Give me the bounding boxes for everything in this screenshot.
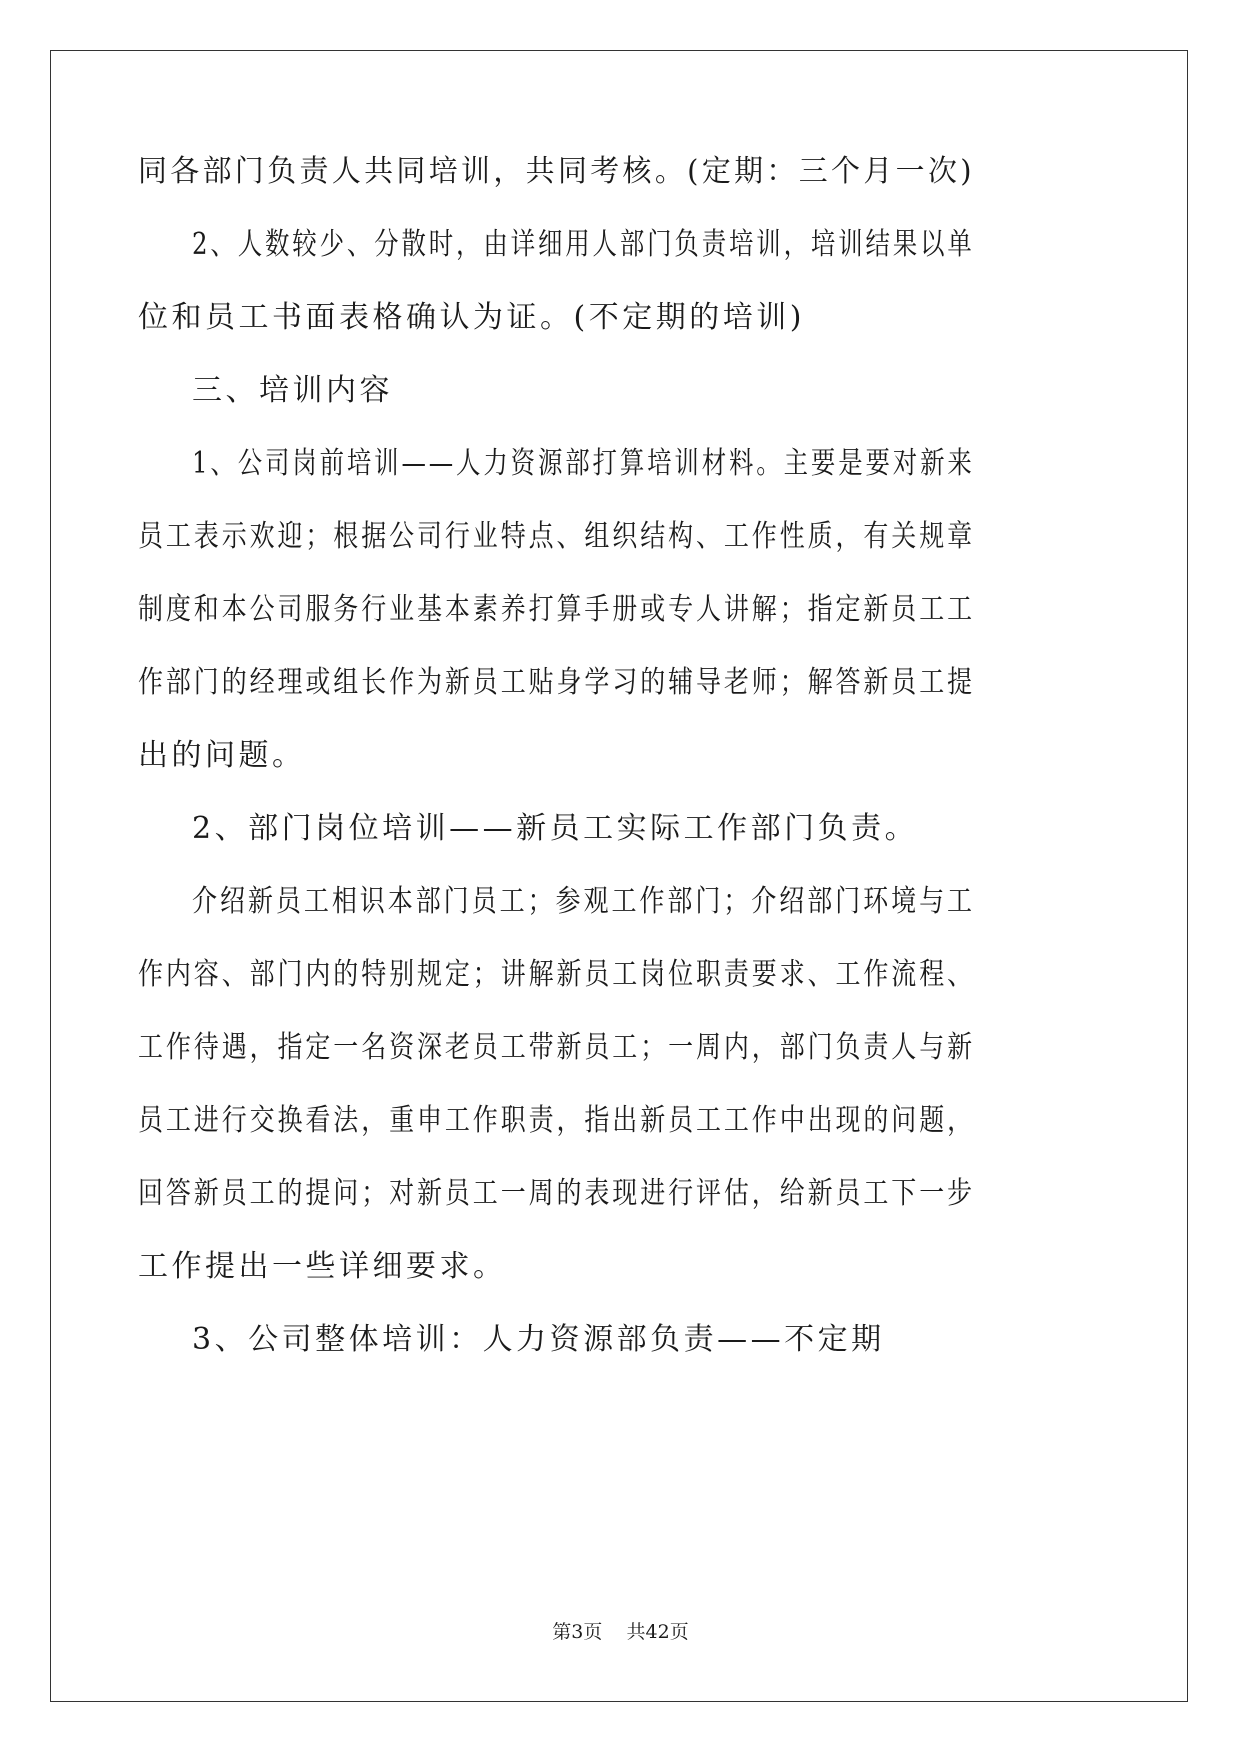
text-line: 同各部门负责人共同培训，共同考核。(定期：三个月一次) — [138, 154, 975, 189]
text-line: 作部门的经理或组长作为新员工贴身学习的辅导老师；解答新员工提 — [138, 665, 975, 700]
text-line: 工作待遇，指定一名资深老员工带新员工；一周内，部门负责人与新 — [138, 1030, 975, 1065]
text-line: 3、公司整体培训：人力资源部负责——不定期 — [192, 1322, 885, 1357]
section-heading: 三、培训内容 — [192, 373, 393, 408]
text-line: 工作提出一些详细要求。 — [138, 1249, 507, 1284]
text-line: 回答新员工的提问；对新员工一周的表现进行评估，给新员工下一步 — [138, 1176, 975, 1211]
text-line: 2、部门岗位培训——新员工实际工作部门负责。 — [192, 811, 919, 846]
footer-spacer — [602, 1621, 626, 1643]
text-line: 员工进行交换看法，重申工作职责，指出新员工工作中出现的问题， — [138, 1103, 975, 1138]
text-line: 介绍新员工相识本部门员工；参观工作部门；介绍部门环境与工 — [192, 884, 975, 919]
text-line: 2、人数较少、分散时，由详细用人部门负责培训，培训结果以单 — [192, 227, 975, 262]
page-footer — [0, 1620, 1241, 1644]
page-number: 第3页 — [552, 1621, 603, 1643]
text-line: 位和员工书面表格确认为证。(不定期的培训) — [138, 300, 805, 335]
text-line: 员工表示欢迎；根据公司行业特点、组织结构、工作性质，有关规章 — [138, 519, 975, 554]
page-total: 共42页 — [626, 1621, 689, 1643]
text-line: 制度和本公司服务行业基本素养打算手册或专人讲解；指定新员工工 — [138, 592, 975, 627]
text-line: 作内容、部门内的特别规定；讲解新员工岗位职责要求、工作流程、 — [138, 957, 975, 992]
text-line: 1、公司岗前培训——人力资源部打算培训材料。主要是要对新来 — [192, 446, 975, 481]
text-line: 出的问题。 — [138, 738, 306, 773]
